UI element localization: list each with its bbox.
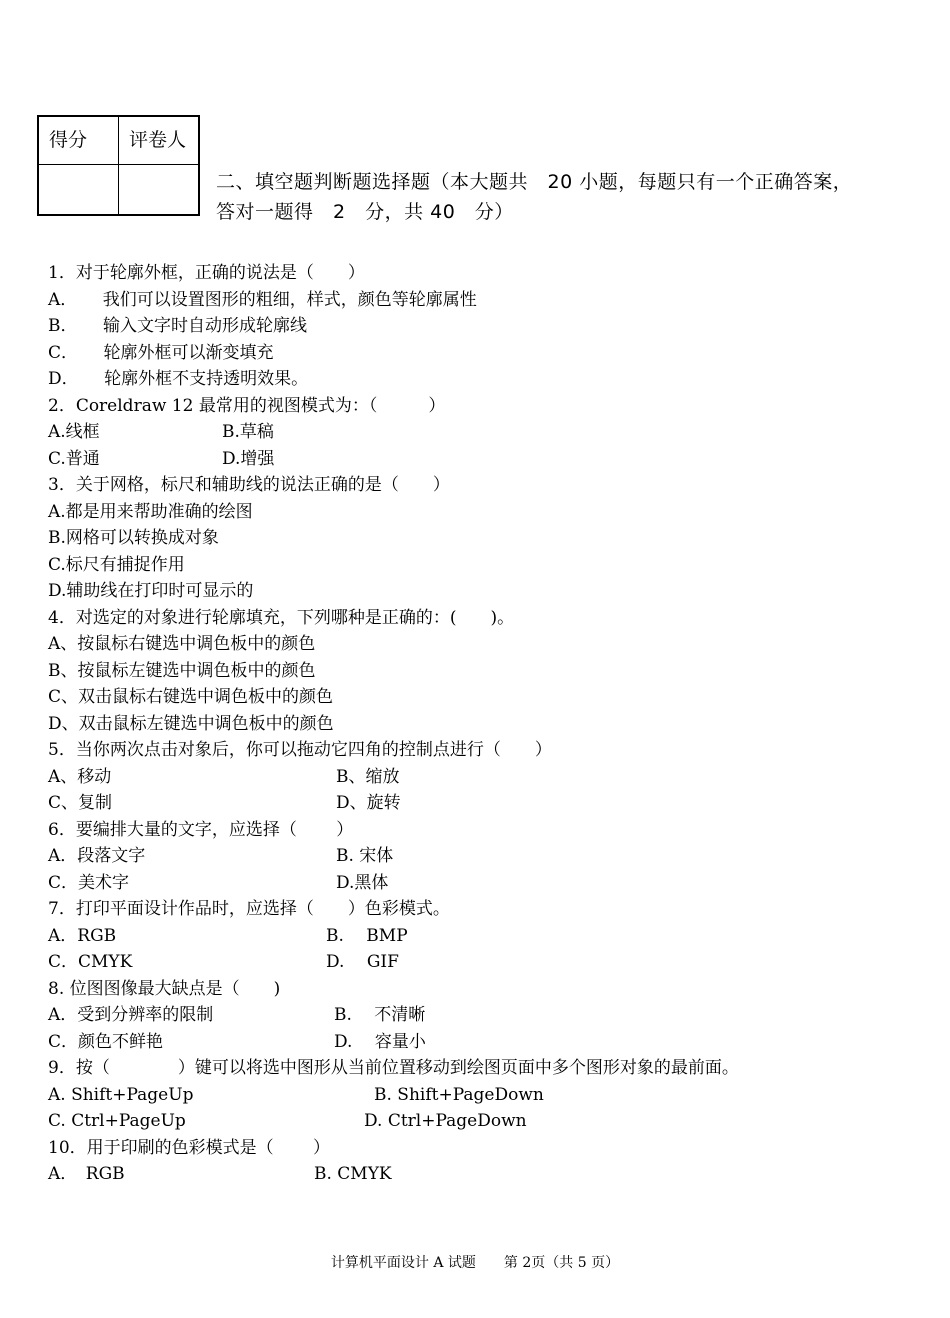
q4-option-b: B、按鼠标左键选中调色板中的颜色 (48, 660, 316, 681)
q9-option-d: D. Ctrl+PageDown (364, 1111, 527, 1131)
q6-option-a: A．段落文字 (48, 846, 146, 866)
q4-option-d: D、双击鼠标左键选中调色板中的颜色 (48, 713, 334, 734)
section-title: 二、填空题判断题选择题（本大题共 20 小题，每题只有一个正确答案，答对一题得 2 分，共 40 分） (216, 171, 853, 223)
q6-option-d: D.黑体 (336, 872, 389, 893)
q9-stem: 9．按（ ）键可以将选中图形从当前位置移动到绘图页面中多个图形对象的最前面。 (48, 1058, 739, 1078)
q8-option-b: B. 不清晰 (334, 1005, 426, 1025)
q7-option-c: C．CMYK (48, 952, 133, 972)
q5-option-a: A、移动 (48, 766, 112, 787)
q3-option-c: C.标尺有捕捉作用 (48, 554, 185, 575)
q7-row-1 (48, 923, 848, 950)
q6-option-b: B. 宋体 (336, 846, 394, 866)
q9-row-2 (48, 1108, 848, 1135)
q8-option-d: D. 容量小 (334, 1031, 426, 1052)
q2-option-c: C.普通 (48, 448, 100, 469)
q8-option-a: A．受到分辨率的限制 (48, 1005, 214, 1025)
q1-option-b: B． 输入文字时自动形成轮廓线 (48, 316, 307, 336)
q6-row-2 (48, 870, 848, 897)
score-label: 得分 (38, 116, 119, 164)
q4-stem: 4．对选定的对象进行轮廓填充，下列哪种是正确的：( )。 (48, 607, 515, 628)
grader-cell (119, 164, 200, 215)
q7-option-a: A．RGB (48, 925, 117, 946)
q2-option-b: B.草稿 (222, 422, 274, 442)
q1-option-c: C． 轮廓外框可以渐变填充 (48, 342, 274, 363)
q7-stem: 7．打印平面设计作品时，应选择（ ）色彩模式。 (48, 899, 450, 919)
grader-label: 评卷人 (119, 116, 200, 164)
page-footer: 计算机平面设计 A 试题 第 2页（共 5 页） (330, 1255, 620, 1271)
q9-option-c: C. Ctrl+PageUp (48, 1111, 186, 1131)
q1-stem: 1．对于轮廓外框，正确的说法是（ ） (48, 263, 365, 283)
q8-option-c: C．颜色不鲜艳 (48, 1031, 164, 1052)
q6-option-c: C．美术字 (48, 872, 130, 893)
q9-row-1 (48, 1082, 848, 1109)
q9-option-a: A. Shift+PageUp (48, 1084, 194, 1105)
q3-stem: 3．关于网格，标尺和辅助线的说法正确的是（ ） (48, 475, 450, 495)
q9-option-b: B. Shift+PageDown (374, 1084, 544, 1105)
q3-option-b: B.网格可以转换成对象 (48, 528, 219, 548)
q2-option-a: A.线框 (48, 422, 100, 442)
q2-row-1 (48, 419, 848, 446)
q5-stem: 5．当你两次点击对象后，你可以拖动它四角的控制点进行（ ） (48, 740, 552, 760)
q10-option-a: A． RGB (48, 1164, 125, 1184)
q8-row-1 (48, 1002, 848, 1029)
q3-option-a: A.都是用来帮助准确的绘图 (48, 501, 253, 522)
q8-stem: 8. 位图图像最大缺点是（ ) (48, 978, 281, 999)
q2-stem: 2．Coreldraw 12 最常用的视图模式为：（ ） (48, 395, 446, 416)
q6-stem: 6．要编排大量的文字，应选择（ ） (48, 819, 354, 840)
q8-row-2 (48, 1029, 848, 1056)
q7-row-2 (48, 949, 848, 976)
q5-row-1 (48, 764, 848, 791)
q6-row-1 (48, 843, 848, 870)
q5-option-c: C、复制 (48, 793, 113, 813)
q1-option-d: D． 轮廓外框不支持透明效果。 (48, 369, 309, 389)
q2-row-2 (48, 446, 848, 473)
q5-option-b: B、缩放 (336, 766, 400, 787)
q7-option-d: D. GIF (326, 952, 399, 972)
q5-row-2 (48, 790, 848, 817)
q7-option-b: B. BMP (326, 925, 408, 946)
question-list (48, 260, 848, 1188)
q4-option-c: C、双击鼠标右键选中调色板中的颜色 (48, 687, 334, 707)
q1-option-a: A． 我们可以设置图形的粗细，样式，颜色等轮廓属性 (48, 289, 477, 310)
q3-option-d: D.辅助线在打印时可显示的 (48, 581, 254, 601)
q5-option-d: D、旋转 (336, 793, 401, 813)
q10-option-b: B. CMYK (314, 1164, 392, 1184)
q4-option-a: A、按鼠标右键选中调色板中的颜色 (48, 634, 316, 654)
score-cell (38, 164, 119, 215)
q2-option-d: D.增强 (222, 448, 275, 469)
q10-row-1 (48, 1161, 848, 1188)
q10-stem: 10．用于印刷的色彩模式是（ ） (48, 1137, 331, 1158)
score-box (37, 115, 200, 216)
